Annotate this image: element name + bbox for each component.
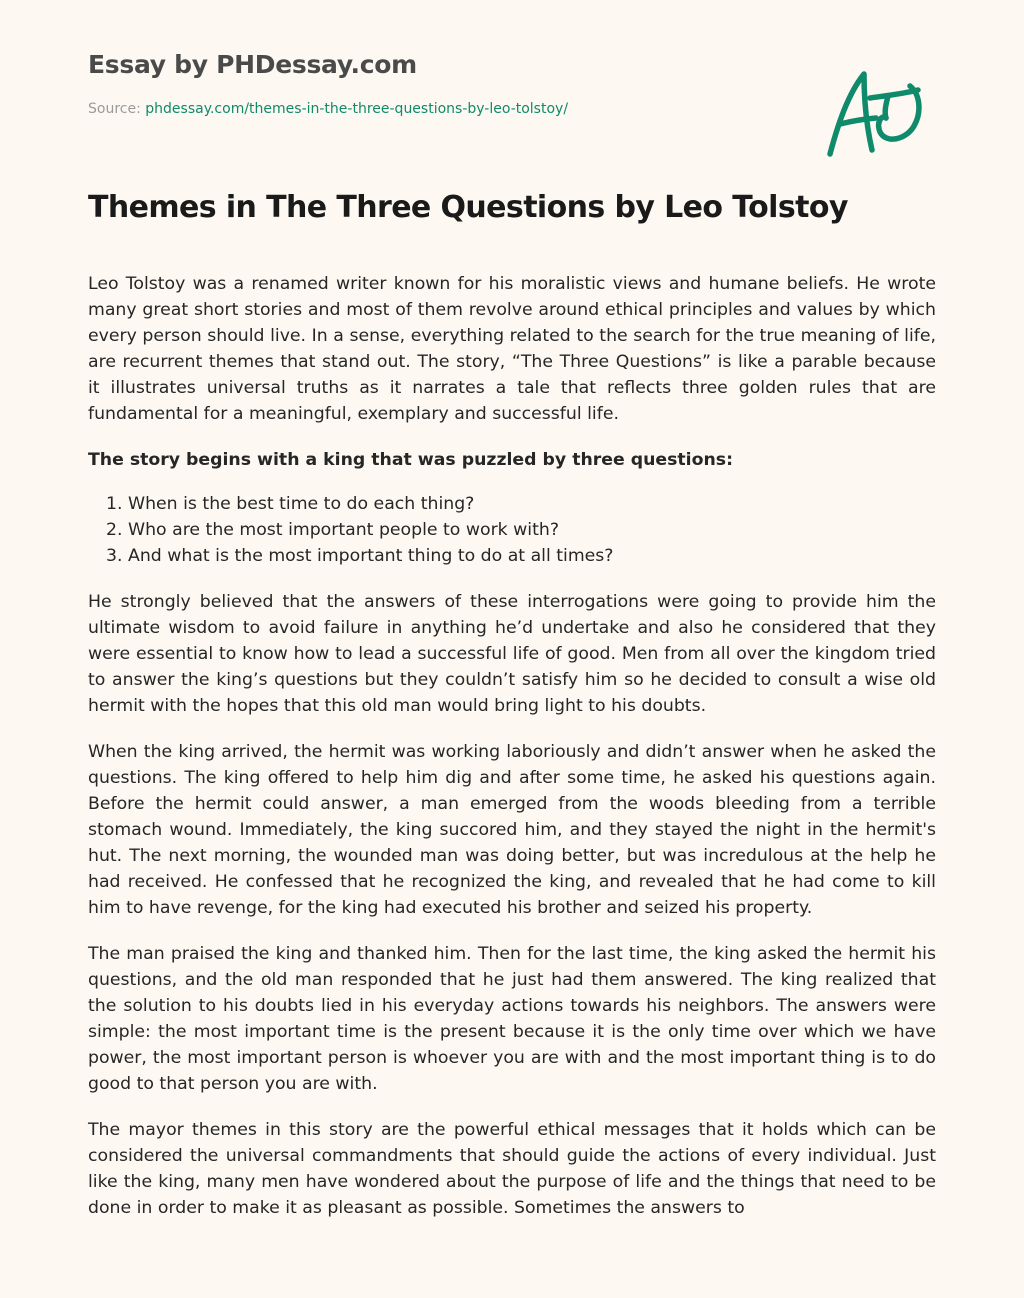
source-line: [88, 101, 568, 117]
questions-list: [88, 491, 936, 569]
brand-title: Essay by PHDessay.com: [88, 50, 417, 79]
question-item: 3. And what is the most important thing to do at all times?: [128, 543, 936, 569]
paragraph-4: The man praised the king and thanked him. Then for the last time, the king asked the hermit his questions, and the old man responded that he just had them answered. The king realized that the solution to his doubts lied in his everyday actions towards his neighbors. The answers were simple: the most important time is the present because it is the only time over which we have power, the most important person is whoever you are with and the most important thing is to do good to that person you are with.: [88, 944, 936, 1094]
essay-title: Themes in The Three Questions by Leo Tolstoy: [88, 190, 848, 225]
a-plus-grade-icon: [820, 64, 932, 164]
essay-body: [88, 271, 936, 1241]
source-link[interactable]: phdessay.com/themes-in-the-three-questions-by-leo-tolstoy/: [145, 101, 569, 117]
paragraph-1: Leo Tolstoy was a renamed writer known for his moralistic views and humane beliefs. He wrote many great short stories and most of them revolve around ethical principles and values by which every person should live. In a sense, everything related to the search for the true meaning of life, are recurrent themes that stand out. The story, “The Three Questions” is like a parable because it illustrates universal truths as it narrates a tale that reflects three golden rules that are fundamental for a meaningful, exemplary and successful life.: [88, 274, 936, 424]
paragraph-3: When the king arrived, the hermit was working laboriously and didn’t answer when he asked the questions. The king offered to help him dig and after some time, he asked his questions again. Before the hermit could answer, a man emerged from the woods bleeding from a terrible stomach wound. Immediately, the king succored him, and they stayed the night in the hermit's hut. The next morning, the wounded man was doing better, but was incredulous at the help he had received. He confessed that he recognized the king, and revealed that he had come to kill him to have revenge, for the king had executed his brother and seized his property.: [88, 742, 936, 918]
question-item: 2. Who are the most important people to work with?: [128, 517, 936, 543]
paragraph-5: The mayor themes in this story are the powerful ethical messages that it holds which can be considered the universal commandments that should guide the actions of every individual. Just like the king, many men have wondered about the purpose of life and the things that need to be done in order to make it as pleasant as possible. Sometimes the answers to: [88, 1120, 936, 1218]
paragraph-2: He strongly believed that the answers of these interrogations were going to provide him the ultimate wisdom to avoid failure in anything he’d undertake and also he considered that they were essential to know how to lead a successful life of good. Men from all over the kingdom tried to answer the king’s questions but they couldn’t satisfy him so he decided to consult a wise old hermit with the hopes that this old man would bring light to his doubts.: [88, 592, 936, 716]
questions-lead: The story begins with a king that was puzzled by three questions:: [88, 450, 733, 470]
source-label: Source:: [88, 101, 146, 117]
question-item: 1. When is the best time to do each thing?: [128, 491, 936, 517]
